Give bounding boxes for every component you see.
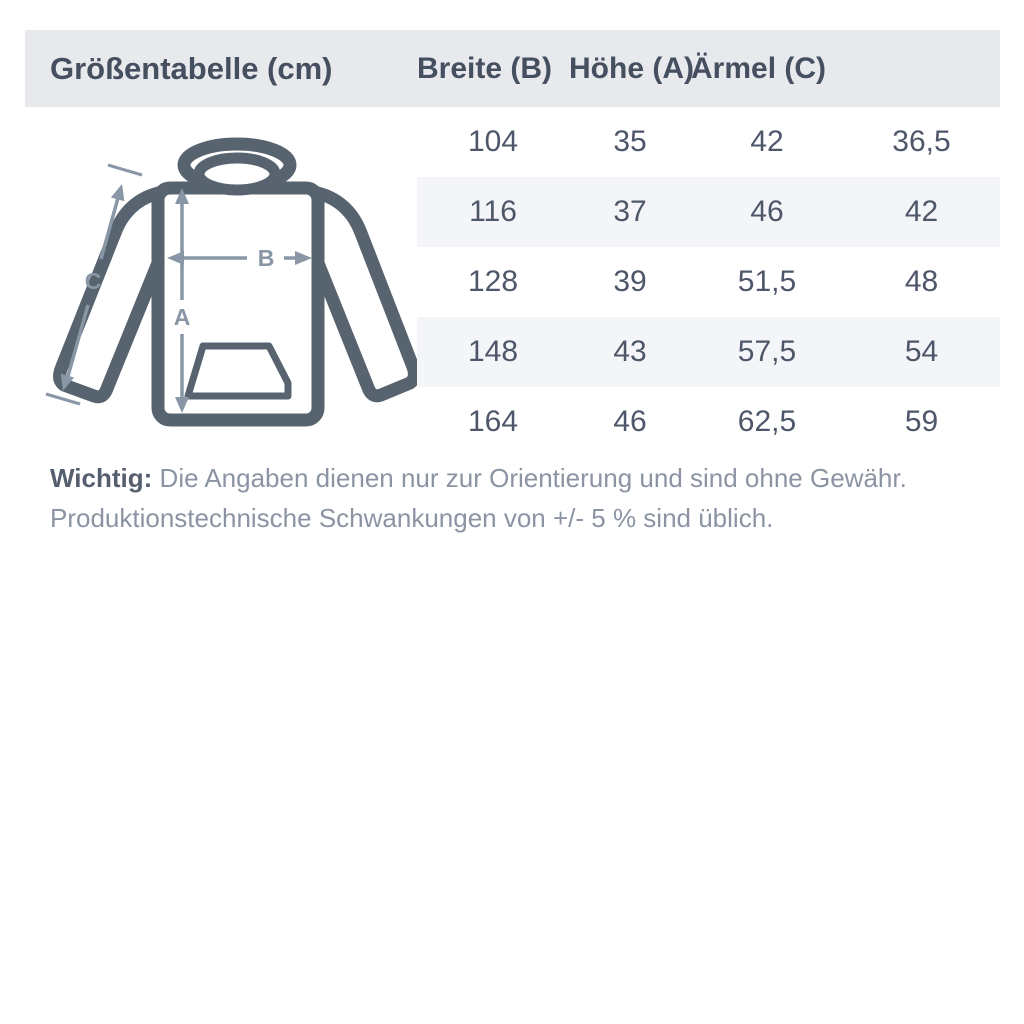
aermel-value: 59 <box>904 405 939 438</box>
size-row <box>417 247 1000 317</box>
hoodie-pocket <box>188 346 288 396</box>
hoodie-measurement-diagram <box>30 122 425 452</box>
size-value: 148 <box>467 335 519 368</box>
hoehe-value: 62,5 <box>737 405 797 438</box>
size-value: 164 <box>467 405 519 438</box>
size-row <box>417 317 1000 387</box>
hoodie-hood <box>184 144 290 190</box>
size-row <box>417 107 1000 177</box>
size-value: 104 <box>467 125 519 158</box>
size-row <box>417 177 1000 247</box>
table-header <box>25 30 1000 107</box>
aermel-value: 42 <box>904 195 939 228</box>
label-c: C <box>84 268 102 294</box>
breite-value: 46 <box>613 405 647 438</box>
size-table-body <box>417 107 1000 457</box>
breite-value: 43 <box>613 335 647 368</box>
column-header-aermel: Ärmel (C) <box>691 51 827 85</box>
label-b: B <box>257 245 275 271</box>
hoehe-value: 42 <box>750 125 784 158</box>
label-a: A <box>173 304 191 330</box>
breite-value: 39 <box>613 265 647 298</box>
aermel-value: 54 <box>904 335 939 368</box>
disclaimer-note <box>50 458 980 538</box>
column-header-hoehe: Höhe (A) <box>569 51 694 85</box>
size-value: 128 <box>467 265 519 298</box>
aermel-value: 48 <box>904 265 939 298</box>
size-row <box>417 387 1000 457</box>
disclaimer-line1: Die Angaben dienen nur zur Orientierung und sind ohne Gewähr. <box>152 463 907 493</box>
table-title: Größentabelle (cm) <box>50 50 333 86</box>
hoehe-value: 57,5 <box>737 335 797 368</box>
hoehe-value: 51,5 <box>737 265 797 298</box>
aermel-value: 36,5 <box>892 125 951 158</box>
disclaimer-label: Wichtig: <box>50 463 153 493</box>
disclaimer-line2: Produktionstechnische Schwankungen von +/- 5 % sind üblich. <box>50 503 774 533</box>
breite-value: 35 <box>613 125 647 158</box>
hoehe-value: 46 <box>750 195 784 228</box>
size-value: 116 <box>469 195 517 228</box>
breite-value: 37 <box>613 195 647 228</box>
column-header-breite: Breite (B) <box>417 51 553 85</box>
